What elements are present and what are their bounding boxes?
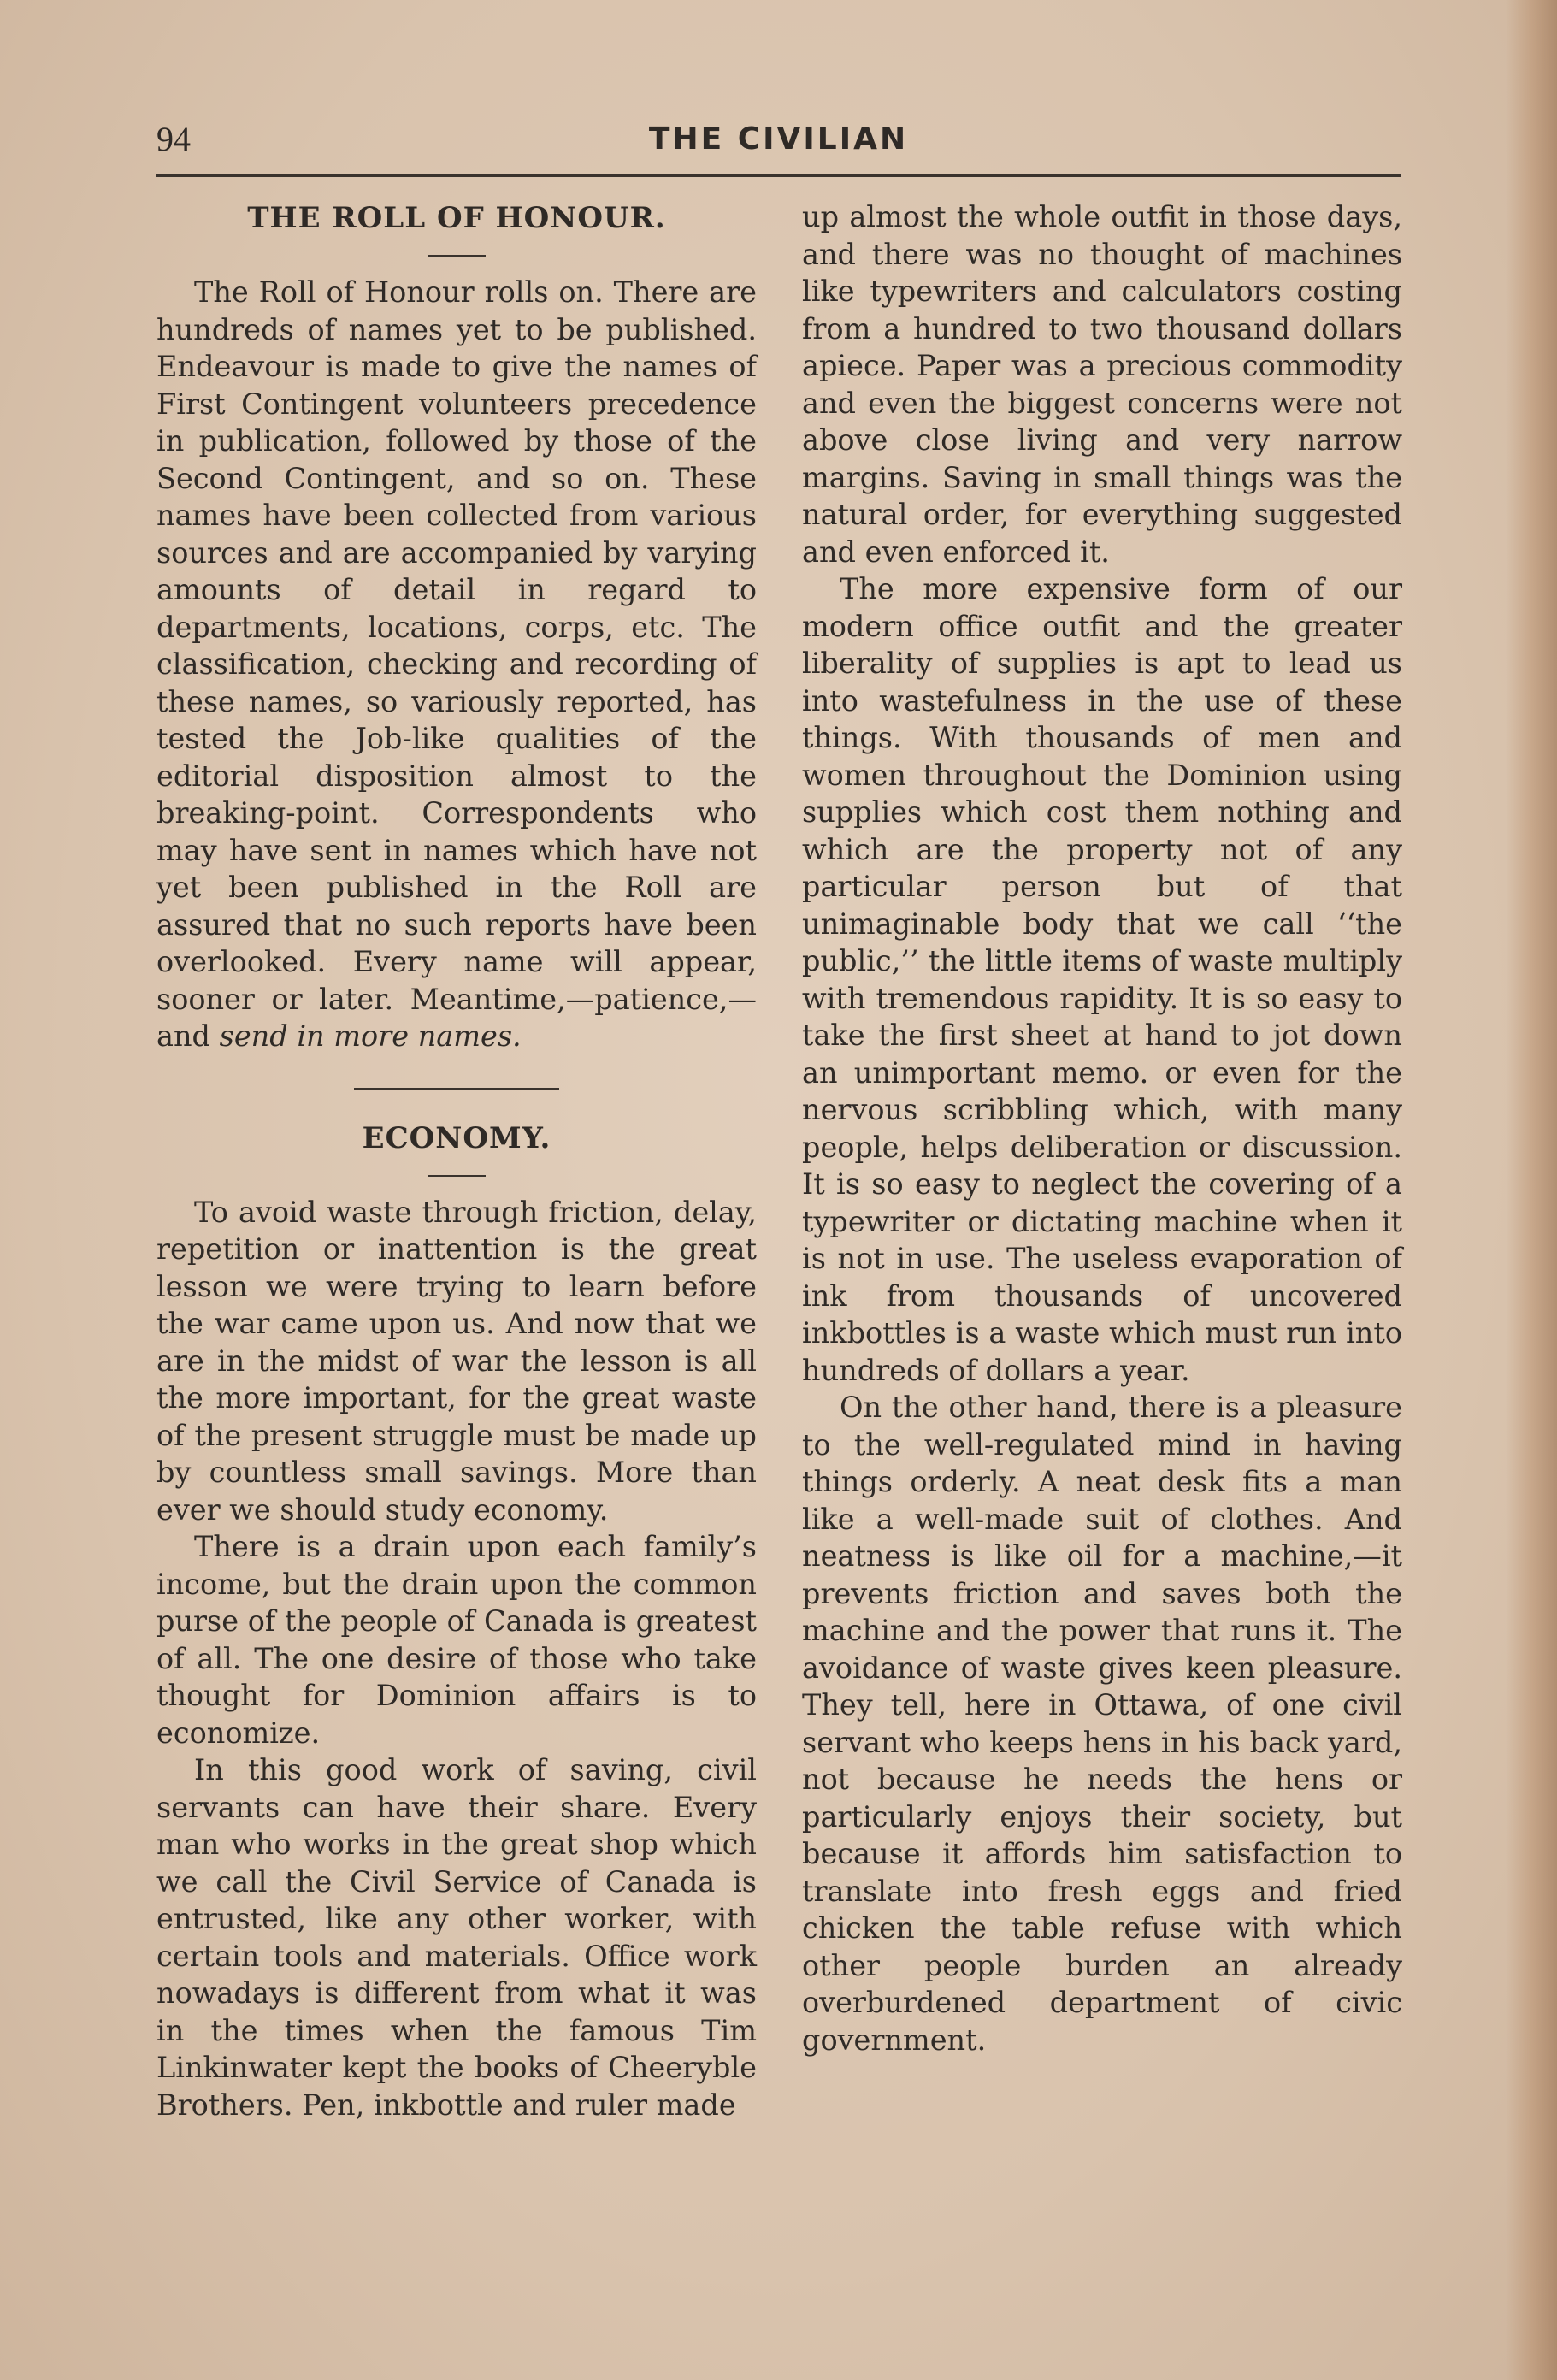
economy-paragraph-3: In this good work of saving, civil servants can have their share. Every man who works in the great shop which we call the Civil Service of Canada is entrusted, like any other worker, with certain tools and materials. Office work nowadays is different from what it was in the times when the famous Tim Linkinwater kept the books of Cheeryble Brothers. Pen, inkbottle and ruler made [156,1753,757,2122]
title-rule [428,1175,486,1177]
page-spine-shadow [1506,0,1557,2380]
economy-paragraph-2: There is a drain upon each family’s income, but the drain upon the common purse of the people of Canada is greatest of all. The one desire of those who take thought for Dominion affairs is to economize. [156,1530,757,1750]
roll-of-honour-body: The Roll of Honour rolls on. There are hundreds of names yet to be published. Endeavour is made to give the names of First Contingent volunteers precedence in publication, followed by those of the Second Contingent, and so on. These names have been collected from various sources and are accompanied by varying amounts of detail in regard to departments, locations, corps, etc. The classification, checking and recording of these names, so variously reported, has tested the Job-like qualities of the editorial disposition almost to the breaking-point. Correspondents who may have sent in names which have not yet been published in the Roll are assured that no such reports have been overlooked. Every name will appear, sooner or later. Meantime,—patience,—and [156,275,757,1053]
roll-of-honour-paragraph [156,274,757,1055]
economy-paragraph-4: The more expensive form of our modern office outfit and the greater liberality of supplies is apt to lead us into wastefulness in the use of these things. With thousands of men and women throughout the Dominion using supplies which cost them nothing and which are the property not of any particular person but of that unimaginable body that we call ‘‘the public,’’ the little items of waste multiply with tremendous rapidity. It is so easy to take the first sheet at hand to jot down an unimportant memo. or even for the nervous scribbling which, with many people, helps deliberation or discussion. It is so easy to neglect the covering of a typewriter or dictating machine when it is not in use. The useless evaporation of ink from thousands of uncovered inkbottles is a waste which must run into hundreds of dollars a year. [802,572,1402,1387]
page-header [156,118,1401,161]
right-column [802,198,1402,2058]
header-rule [156,174,1401,177]
title-rule [428,255,486,257]
economy-title: ECONOMY. [362,1120,551,1155]
roll-of-honour-title: THE ROLL OF HONOUR. [247,201,666,235]
section-divider [354,1088,559,1090]
running-title: THE CIVILIAN [648,121,909,157]
page-number: 94 [156,120,191,158]
roll-of-honour-closing: send in more names. [219,1019,522,1053]
economy-paragraph-3-continued: up almost the whole outfit in those days, and there was no thought of machines like typewriters and calculators costing from a hundred to two thousand dollars apiece. Paper was a precious commodity and even the biggest concerns were not above close living and very narrow margins. Saving in small things was the natural order, for everything suggested and even enforced it. [802,200,1402,569]
economy-paragraph-1: To avoid waste through friction, delay, repetition or inattention is the great lesson we were trying to learn before the war came upon us. And now that we are in the midst of war the lesson is all the more important, for the great waste of the present struggle must be made up by countless small savings. More than ever we should study economy. [156,1195,757,1527]
left-column [156,198,757,2123]
economy-paragraph-5: On the other hand, there is a pleasure to the well-regulated mind in having things orderly. A neat desk fits a man like a well-made suit of clothes. And neatness is like oil for a machine,—it prevents friction and saves both the machine and the power that runs it. The avoidance of waste gives keen pleasure. They tell, here in Ottawa, of one civil servant who keeps hens in his back yard, not because he needs the hens or particularly enjoys their society, but because it affords him satisfaction to translate into fresh eggs and fried chicken the table refuse with which other people burden an already overburdened department of civic government. [802,1391,1402,2057]
